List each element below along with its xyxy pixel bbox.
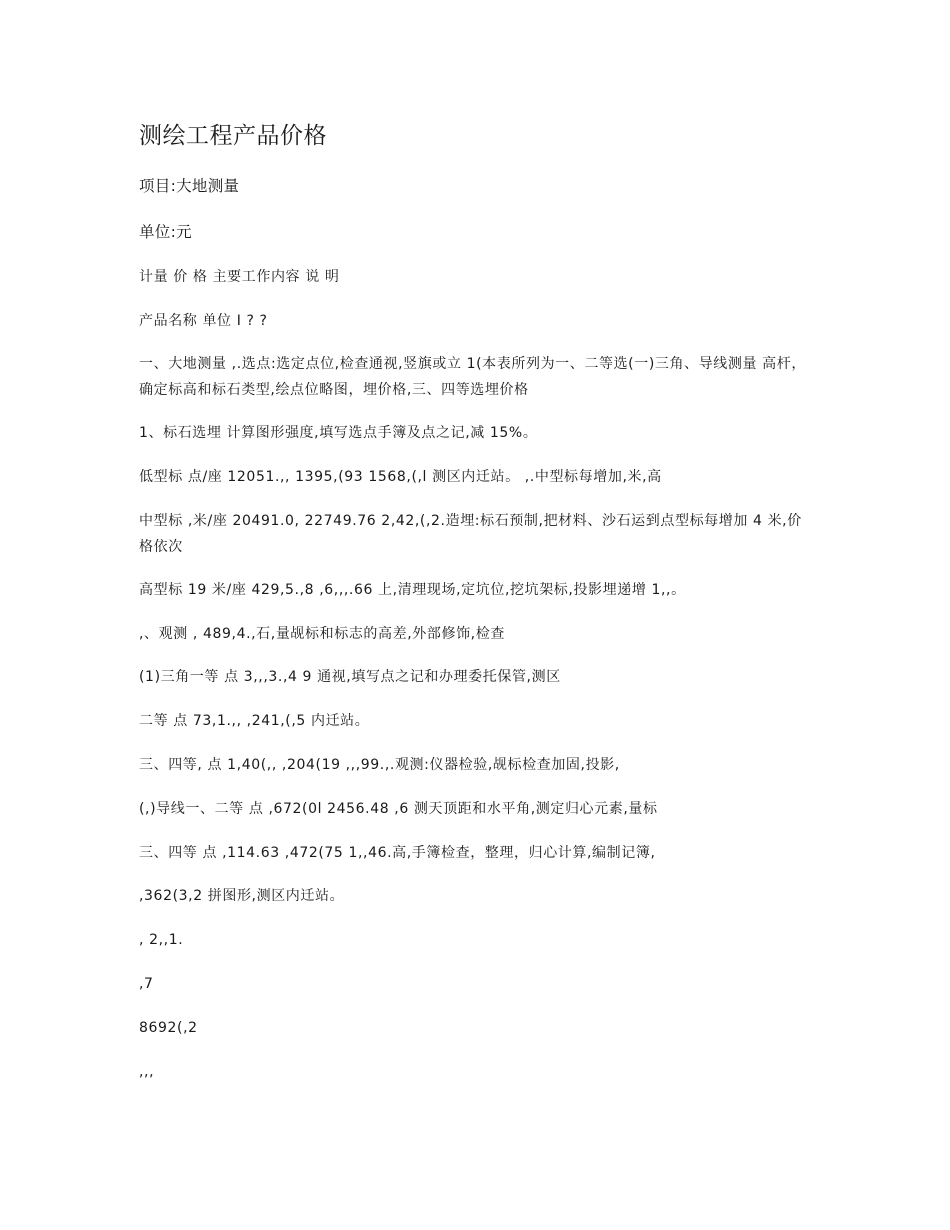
paragraph-line: , 2,,1. [139, 932, 184, 948]
page-title: 测绘工程产品价格 [139, 123, 327, 149]
paragraph-line: 1、标石选埋 计算图形强度,填写选点手簿及点之记,减 15%。 [139, 425, 538, 441]
paragraph-line: 一、大地测量 ,.选点:选定点位,检查通视,竖旗或立 1(本表所列为一、二等选(一)三角、导线测量 高杆，确定标高和标石类型,绘点位略图，埋价格,三、四等选埋价格 [139, 356, 806, 398]
project-line: 项目:大地测量 [139, 177, 240, 195]
paragraph-line: 三、四等, 点 1,40(,, ,204(19 ,,,99.,.观测:仪器检验,觇标检查加固,投影, [139, 757, 620, 773]
paragraph-line: 中型标 ,米/座 20491.0, 22749.76 2,42,(,2.造埋:标石预制,把材料、沙石运到点型标每增加 4 米,价格依次 [139, 513, 802, 555]
paragraph-line: ,362(3,2 拼图形,测区内迁站。 [139, 888, 345, 904]
paragraph-line: 低型标 点/座 12051.,, 1395,(93 1568,(,l 测区内迁站。 ,.中型标每增加,米,高 [139, 469, 662, 485]
paragraph-line: ,7 [139, 976, 154, 992]
paragraph-line: ,、观测 , 489,4.,石,量觇标和标志的高差,外部修饰,检查 [139, 626, 505, 642]
table-subheader-line: 产品名称 单位 I ? ? [139, 313, 268, 329]
unit-line: 单位:元 [139, 223, 192, 241]
table-header-line: 计量 价 格 主要工作内容 说 明 [139, 269, 340, 285]
paragraph-line: (,)导线一、二等 点 ,672(0l 2456.48 ,6 测天顶距和水平角,测定归心元素,量标 [139, 801, 658, 817]
paragraph-line: 高型标 19 米/座 429,5.,8 ,6,,,.66 上,清理现场,定坑位,挖坑架标,投影埋递增 1,,。 [139, 582, 686, 598]
paragraph-line: ,,, [139, 1064, 155, 1080]
paragraph-line: (1)三角一等 点 3,,,3.,4 9 通视,填写点之记和办理委托保管,测区 [139, 669, 561, 685]
paragraph-line: 三、四等 点 ,114.63 ,472(75 1,,46.高,手簿检查，整理，归心计算,编制记簿, [139, 845, 656, 861]
paragraph-line: 8692(,2 [139, 1020, 198, 1036]
paragraph-line: 二等 点 73,1.,, ,241,(,5 内迁站。 [139, 713, 370, 729]
